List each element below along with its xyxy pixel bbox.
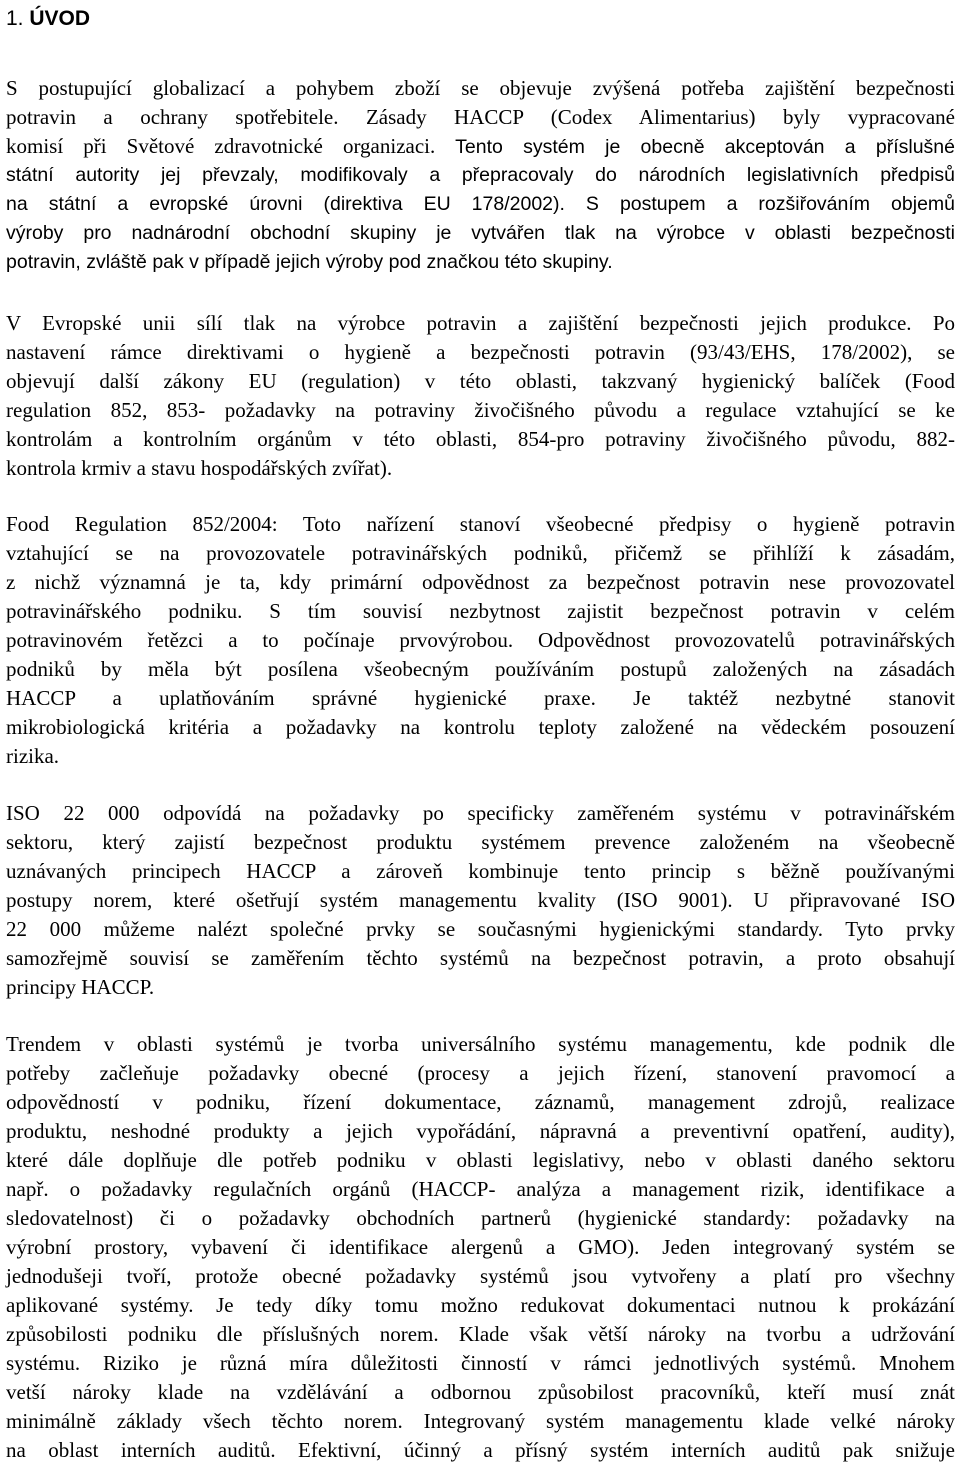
text-line: potravin a ochrany spotřebitele. Zásady HACCP (Codex Alimentarius) byly vypracované [6, 105, 955, 129]
paragraph-globalization [6, 74, 955, 277]
paragraph-food-regulation [6, 510, 955, 771]
text-line: potřeby začleňuje požadavky obecné (procesy a jejich řízení, stanovení pravomocí a [6, 1061, 955, 1085]
text-line: výrobní prostory, vybavení či identifikace alergenů a GMO). Jeden integrovaný systém se [6, 1235, 955, 1259]
section-number: 1. [6, 7, 30, 30]
text-line: sledovatelnost) či o požadavky obchodních partnerů (hygienické standardy: požadavky na [6, 1206, 955, 1230]
text-line: potravinovém řetězci a to počínaje prvovýrobou. Odpovědnost provozovatelů potravinářských [6, 628, 955, 652]
text-line: sektoru, který zajistí bezpečnost produktu systémem prevence založeném na všeobecně [6, 830, 955, 854]
text-line: aplikované systémy. Je tedy díky tomu možno redukovat dokumentaci nutnou k prokázání [6, 1293, 955, 1317]
paragraph-integrated-systems [6, 1030, 955, 1465]
text-line: Trendem v oblasti systémů je tvorba universálního systému managementu, kde podnik dle [6, 1032, 955, 1056]
text-line: S postupující globalizací a pohybem zboží se objevuje zvýšená potřeba zajištění bezpečnosti [6, 76, 955, 100]
text-line: nastavení rámce direktivami o hygieně a bezpečnosti potravin (93/43/EHS, 178/2002), se [6, 340, 955, 364]
section-title: ÚVOD [29, 7, 91, 30]
text-line: ISO 22 000 odpovídá na požadavky po specificky zaměřeném systému v potravinářském [6, 801, 955, 825]
text-line: komisí při Světové zdravotnické organizaci. Tento systém je obecně akceptován a příslušné [6, 134, 956, 158]
text-line: potravinářského podniku. S tím souvisí nezbytnost zajistit bezpečnost potravin v celém [6, 599, 955, 623]
text-line: např. o požadavky regulačních orgánů (HACCP- analýza a management rizik, identifikace a [6, 1177, 955, 1201]
text-line: produktu, neshodné produkty a jejich vypořádání, nápravná a preventivní opatření, audity), [6, 1119, 955, 1143]
paragraph-eu-regulation [6, 309, 955, 483]
text-line: postupy norem, které ošetřují systém managementu kvality (ISO 9001). U připravované ISO [6, 888, 955, 912]
section-heading [6, 5, 90, 33]
text-line: regulation 852, 853- požadavky na potraviny živočišného původu a regulace vztahující se ke [6, 398, 955, 422]
text-line: HACCP a uplatňováním správné hygienické praxe. Je taktéž nezbytné stanovit [6, 686, 955, 710]
text-line: vztahující se na provozovatele potravinářských podniků, přičemž se přihlíží k zásadám, [6, 541, 955, 565]
text-line: státní autority jej převzaly, modifikovaly a přepracovaly do národních legislativních předpisů [6, 164, 955, 186]
text-line: na státní a evropské úrovni (direktiva EU 178/2002). S postupem a rozšiřováním objemů [6, 193, 955, 215]
text-line: z nichž významná je ta, kdy primární odpovědnost za bezpečnost potravin nese provozovatel [6, 570, 955, 594]
text-line: výroby pro nadnárodní obchodní skupiny je vytvářen tlak na výrobce v oblasti bezpečnosti [6, 222, 955, 244]
text-line: rizika. [6, 744, 60, 768]
text-line: které dále doplňuje dle potřeb podniku v oblasti legislativy, nebo v oblasti daného sektoru [6, 1148, 955, 1172]
text-line: na oblast interních auditů. Efektivní, účinný a přísný systém interních auditů pak snižuje [6, 1438, 955, 1462]
text-line: minimálně základy všech těchto norem. Integrovaný systém managementu klade velké nároky [6, 1409, 955, 1433]
text-line: odpovědností v podniku, řízení dokumentace, záznamů, management zdrojů, realizace [6, 1090, 955, 1114]
text-line: uznávaných principech HACCP a zároveň kombinuje tento princip s běžně používanými [6, 859, 955, 883]
paragraph-iso-22000 [6, 799, 955, 1002]
text-line: principy HACCP. [6, 975, 155, 999]
text-line: kontrola krmiv a stavu hospodářských zvířat). [6, 456, 393, 480]
text-line: potravin, zvláště pak v případě jejich výroby pod značkou této skupiny. [6, 251, 613, 273]
text-line: systému. Riziko je různá míra důležitosti činností v rámci jednotlivých systémů. Mnohem [6, 1351, 955, 1375]
text-line: objevují další zákony EU (regulation) v této oblasti, takzvaný hygienický balíček (Food [6, 369, 955, 393]
text-line: samozřejmě souvisí se zaměřením těchto systémů na bezpečnost potravin, a proto obsahují [6, 946, 955, 970]
text-line: způsobilosti podniku dle příslušných norem. Klade však větší nároky na tvorbu a udržování [6, 1322, 955, 1346]
text-line: mikrobiologická kritéria a požadavky na kontrolu teploty založené na vědeckém posouzení [6, 715, 955, 739]
text-line: 22 000 můžeme nalézt společné prvky se současnými hygienickými standardy. Tyto prvky [6, 917, 955, 941]
text-line: vetší nároky klade na vzdělávání a odbornou způsobilost pracovníků, kteří musí znát [6, 1380, 955, 1404]
text-line: jednodušeji tvoří, protože obecné požadavky systémů jsou vytvořeny a platí pro všechny [6, 1264, 955, 1288]
text-line: podniků by měla být posílena všeobecným používáním postupů založených na zásadách [6, 657, 955, 681]
text-line: kontrolám a kontrolním orgánům v této oblasti, 854-pro potraviny živočišného původu, 882- [6, 427, 955, 451]
text-line: V Evropské unii sílí tlak na výrobce potravin a zajištění bezpečnosti jejich produkce. Po [6, 311, 955, 335]
text-line: Food Regulation 852/2004: Toto nařízení stanoví všeobecné předpisy o hygieně potravin [6, 512, 955, 536]
